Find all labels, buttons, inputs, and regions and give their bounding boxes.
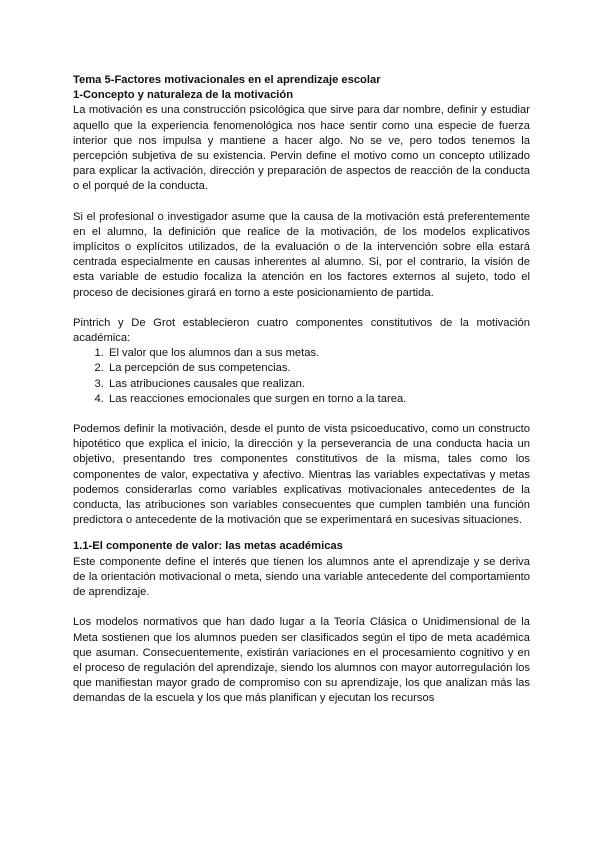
list-item: 3. Las atribuciones causales que realizan.: [107, 377, 530, 392]
paragraph-psychoeducational: Podemos definir la motivación, desde el punto de vista psicoeducativo, como un constructo hipotético que explica el inicio, la dirección y la perseverancia de una conducta hacia un objetivo, presentando tres componentes constitutivos de la misma, tales como los componentes de valor, expectativa y afectivo. Mientras las variables expectativas y metas podemos considerarlas como variables explicativas motivacionales antecedentes de la conducta, las atribuciones son variables consecuentes que cumplen también una función predictora o antecedente de la motivación que se experimentará en sucesivas situaciones.: [73, 423, 530, 527]
list-item: 4. Las reacciones emocionales que surgen en torno a la tarea.: [107, 392, 530, 407]
components-list: [73, 346, 530, 407]
paragraph-spacer: [73, 195, 530, 210]
paragraph-spacer: [73, 301, 530, 316]
list-item: 1. El valor que los alumnos dan a sus metas.: [107, 346, 530, 361]
paragraph-spacer: [73, 407, 530, 422]
paragraph-definition: La motivación es una construcción psicológica que sirve para dar nombre, definir y estudiar aquello que la experiencia fenomenológica nos hace sentir como una especie de fuerza interior que nos impulsa y mantiene a hacer algo. No se ve, pero todos tenemos la percepción subjetiva de su existencia. Pervin define el motivo como un concepto utilizado para explicar la activación, dirección y preparación de aspectos de reacción de la conducta o el porqué de la conducta.: [73, 104, 530, 193]
paragraph-spacer: [73, 600, 530, 615]
paragraph-spacer: [73, 528, 530, 539]
document-page: [73, 73, 530, 707]
list-item: 2. La percepción de sus competencias.: [107, 361, 530, 376]
section-heading-concept: 1-Concepto y naturaleza de la motivación: [73, 89, 294, 102]
paragraph-causes: Si el profesional o investigador asume que la causa de la motivación está preferentemente en el alumno, la definición que realice de la motivación, de los modelos explicativos implícitos o explícitos utilizados, de la evaluación o de la intervención sobre ella estará centrada especialmente en causas inherentes al alumno. Si, por el contrario, la visión de esta variable de estudio focaliza la atención en los factores externos al sujeto, todo el proceso de decisiones girará en torno a este posicionamiento de partida.: [73, 210, 530, 299]
section-heading-value-component: 1.1-El componente de valor: las metas académicas: [73, 540, 343, 553]
paragraph-value-component: Este componente define el interés que tienen los alumnos ante el aprendizaje y se deriva de la orientación motivacional o meta, siendo una variable antecedente del comportamiento de aprendizaje.: [73, 555, 530, 599]
paragraph-components-intro: Pintrich y De Grot establecieron cuatro componentes constitutivos de la motivación académica:: [73, 316, 530, 345]
paragraph-normative-models: Los modelos normativos que han dado lugar a la Teoría Clásica o Unidimensional de la Meta sostienen que los alumnos pueden ser clasificados según el tipo de meta académica que asuman. Consecuentemente, existirán variaciones en el procesamiento cognitivo y en el proceso de regulación del aprendizaje, siendo los alumnos con mayor autorregulación los que manifiestan mayor grado de compromiso con su aprendizaje, los que analizan más las demandas de la escuela y los que más planifican y ejecutan los recursos: [73, 616, 530, 705]
document-title: Tema 5-Factores motivacionales en el aprendizaje escolar: [73, 74, 381, 86]
